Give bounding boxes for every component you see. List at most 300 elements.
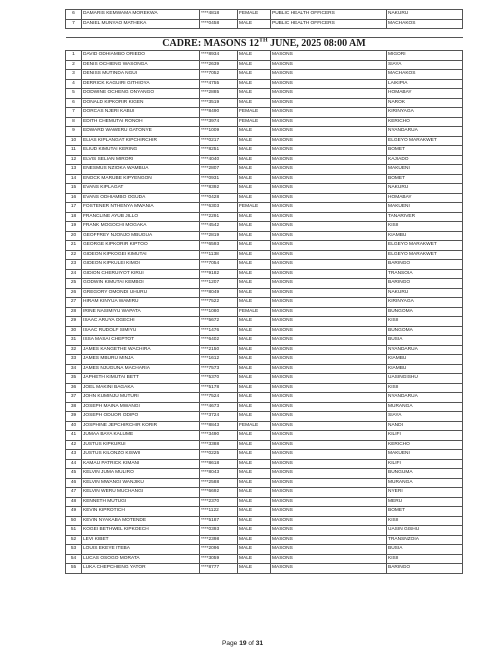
table-row [66, 298, 463, 308]
candidate-name: GEOFFREY NJONJO MBUGUA [82, 231, 200, 241]
gender: MALE [238, 345, 271, 355]
gender: MALE [238, 402, 271, 412]
cadre: MASONS [271, 393, 387, 403]
id-number: ****5178 [200, 383, 238, 393]
cadre: MASONS [271, 250, 387, 260]
table-row [66, 402, 463, 412]
gender: MALE [238, 440, 271, 450]
candidate-name: ISSA MASAI CHEPTOT [82, 336, 200, 346]
county: BUSIA [387, 336, 463, 346]
gender: MALE [238, 212, 271, 222]
cadre: MASONS [271, 184, 387, 194]
id-number: ****0217 [200, 136, 238, 146]
id-number: ****6692 [200, 488, 238, 498]
cadre: MASONS [271, 545, 387, 555]
county: KISII [387, 317, 463, 327]
table-row [66, 108, 463, 118]
table-row [66, 412, 463, 422]
cadre: MASONS [271, 70, 387, 80]
gender: MALE [238, 89, 271, 99]
gender: MALE [238, 184, 271, 194]
row-number: 16 [66, 193, 82, 203]
id-number: ****6402 [200, 336, 238, 346]
gender: FEMALE [238, 117, 271, 127]
row-number: 37 [66, 393, 82, 403]
cadre: MASONS [271, 469, 387, 479]
gender: MALE [238, 260, 271, 270]
candidate-name: JAMES KANGETHE WACHIRA [82, 345, 200, 355]
county: KIAMBU [387, 364, 463, 374]
county: BUNGOMA [387, 326, 463, 336]
gender: MALE [238, 355, 271, 365]
gender: MALE [238, 535, 271, 545]
gender: MALE [238, 497, 271, 507]
row-number: 1 [66, 51, 82, 61]
id-number: ****1138 [200, 250, 238, 260]
row-number: 44 [66, 459, 82, 469]
id-number: ****9182 [200, 269, 238, 279]
cadre: MASONS [271, 383, 387, 393]
masons-rows [66, 51, 463, 574]
county: MACHAKOS [387, 19, 463, 29]
gender: FEMALE [238, 10, 271, 20]
id-number: ****5672 [200, 317, 238, 327]
candidate-name: LEVI KIBET [82, 535, 200, 545]
gender: MALE [238, 554, 271, 564]
cadre: MASONS [271, 193, 387, 203]
table-row [66, 288, 463, 298]
cadre: MASONS [271, 326, 387, 336]
candidate-name: JOSEPH ODUOR ODIPO [82, 412, 200, 422]
candidate-name: KELVIN JUMA MULIRO [82, 469, 200, 479]
cadre: MASONS [271, 79, 387, 89]
county: KERICHO [387, 440, 463, 450]
candidate-name: ELVIS SELIAN MIRORI [82, 155, 200, 165]
table-row [66, 421, 463, 431]
candidate-name: FRANCLINE AYUB JILLO [82, 212, 200, 222]
gender: MALE [238, 317, 271, 327]
county: MAKUENI [387, 450, 463, 460]
candidate-name: GREGORY OMONDI UHURU [82, 288, 200, 298]
row-number: 7 [66, 19, 82, 29]
table-row [66, 165, 463, 175]
row-number: 9 [66, 127, 82, 137]
county: ELGEYO MARAKWET [387, 136, 463, 146]
row-number: 27 [66, 298, 82, 308]
gender: MALE [238, 98, 271, 108]
row-number: 17 [66, 203, 82, 213]
candidate-name: JOEL MAKINI BAGAKA [82, 383, 200, 393]
gender: MALE [238, 288, 271, 298]
gender: MALE [238, 459, 271, 469]
page-footer: Page 19 of 31 [221, 640, 264, 647]
table-row [66, 117, 463, 127]
id-number: ****1476 [200, 326, 238, 336]
table-row [66, 516, 463, 526]
candidate-name: GODWIN KIMUTAI KEMBOI [82, 279, 200, 289]
row-number: 4 [66, 79, 82, 89]
county: MURANGA [387, 402, 463, 412]
county: KISII [387, 222, 463, 232]
gender: MALE [238, 374, 271, 384]
gender: MALE [238, 222, 271, 232]
cadre: MASONS [271, 317, 387, 327]
row-number: 24 [66, 269, 82, 279]
candidate-name: DERRICK KAGUIRI GITHIOYA [82, 79, 200, 89]
table-row [66, 355, 463, 365]
county: NYANDARUA [387, 345, 463, 355]
row-number: 6 [66, 10, 82, 20]
county: KIRINYAGA [387, 108, 463, 118]
cadre: MASONS [271, 450, 387, 460]
county: KISII [387, 383, 463, 393]
cadre: MASONS [271, 459, 387, 469]
county: SIAYA [387, 412, 463, 422]
gender: MALE [238, 469, 271, 479]
candidate-name: ENOCK MARUBE KIPYENGON [82, 174, 200, 184]
gender: MALE [238, 165, 271, 175]
gender: MALE [238, 136, 271, 146]
id-number: ****7054 [200, 260, 238, 270]
county: MURANGA [387, 478, 463, 488]
table-row [66, 364, 463, 374]
id-number: ****0428 [200, 193, 238, 203]
table-row [66, 203, 463, 213]
county: KIRINYAGA [387, 298, 463, 308]
table-row [66, 155, 463, 165]
county: NAKURU [387, 10, 463, 20]
candidate-name: DANIEL MUNYAO MATHEKA [82, 19, 200, 29]
id-number: ****7573 [200, 364, 238, 374]
cadre: MASONS [271, 231, 387, 241]
row-number: 19 [66, 222, 82, 232]
id-number: ****2291 [200, 212, 238, 222]
candidate-name: GIDEON KIPKULEI KIMOI [82, 260, 200, 270]
id-number: ****7524 [200, 393, 238, 403]
gender: MALE [238, 364, 271, 374]
cadre: MASONS [271, 516, 387, 526]
cadre: MASONS [271, 260, 387, 270]
county: NAKURU [387, 184, 463, 194]
table-row [66, 146, 463, 156]
table-row [66, 317, 463, 327]
cadre: MASONS [271, 146, 387, 156]
row-number: 30 [66, 326, 82, 336]
table-row [66, 241, 463, 251]
cadre: MASONS [271, 165, 387, 175]
county: BUNGOMA [387, 307, 463, 317]
cadre: MASONS [271, 298, 387, 308]
county: ELGEYO MARAKWET [387, 250, 463, 260]
table-row [66, 174, 463, 184]
gender: MALE [238, 70, 271, 80]
table-row [66, 231, 463, 241]
row-number: 7 [66, 108, 82, 118]
table-row [66, 260, 463, 270]
candidate-name: EDWARD WAWERU GATONYE [82, 127, 200, 137]
candidate-name: DAVID ODHIAMBO ORIEDO [82, 51, 200, 61]
table-row [66, 212, 463, 222]
candidate-name: ELIAS KIPLANGAT KIPCHIRCHIR [82, 136, 200, 146]
table-row [66, 526, 463, 536]
cadre: MASONS [271, 440, 387, 450]
id-number: ****8777 [200, 564, 238, 574]
cadre: MASONS [271, 203, 387, 213]
gender: MALE [238, 51, 271, 61]
id-number: ****0225 [200, 450, 238, 460]
cadre: MASONS [271, 60, 387, 70]
id-number: ****7522 [200, 298, 238, 308]
table-row [66, 98, 463, 108]
row-number: 40 [66, 421, 82, 431]
row-number: 29 [66, 317, 82, 327]
candidate-name: LUKA CHEPCHIENG YATOR [82, 564, 200, 574]
candidate-name: DODWINE OCHENG ONYANGO [82, 89, 200, 99]
cadre: MASONS [271, 355, 387, 365]
row-number: 43 [66, 450, 82, 460]
gender: MALE [238, 336, 271, 346]
gender: MALE [238, 431, 271, 441]
id-number: ****0458 [200, 19, 238, 29]
table-row [66, 19, 463, 29]
candidate-name: JAMES NJUGUNA MACHARIA [82, 364, 200, 374]
id-number: ****2885 [200, 89, 238, 99]
gender: MALE [238, 488, 271, 498]
gender: MALE [238, 393, 271, 403]
cadre: MASONS [271, 535, 387, 545]
gender: MALE [238, 279, 271, 289]
table-row [66, 374, 463, 384]
candidate-name: ISAAC RUDOLF SIMIYU [82, 326, 200, 336]
county: TRANSOIA [387, 269, 463, 279]
table-row [66, 383, 463, 393]
section-title: CADRE: MASONS 12TH JUNE, 2025 08:00 AM [66, 38, 463, 51]
gender: MALE [238, 298, 271, 308]
county: KERICHO [387, 117, 463, 127]
county: KILIFI [387, 459, 463, 469]
section-header [66, 38, 463, 51]
row-number: 33 [66, 355, 82, 365]
table-row [66, 431, 463, 441]
cadre: MASONS [271, 526, 387, 536]
candidate-name: EVANS ODHIAMBO OGUDA [82, 193, 200, 203]
candidate-name: DENIS OCHIENG WASONGA [82, 60, 200, 70]
id-number: ****2639 [200, 60, 238, 70]
gender: MALE [238, 19, 271, 29]
cadre: MASONS [271, 336, 387, 346]
gender: MALE [238, 412, 271, 422]
county: KIAMBU [387, 355, 463, 365]
candidate-name: KENNETH MUTUGI [82, 497, 200, 507]
row-number: 35 [66, 374, 82, 384]
cadre: MASONS [271, 402, 387, 412]
table-row [66, 184, 463, 194]
row-number: 41 [66, 431, 82, 441]
gender: MALE [238, 193, 271, 203]
row-number: 38 [66, 402, 82, 412]
table-row [66, 193, 463, 203]
candidate-name: KOGEI BETHWEL KIPKOECH [82, 526, 200, 536]
county: NYANDARUA [387, 127, 463, 137]
id-number: ****1207 [200, 279, 238, 289]
cadre: MASONS [271, 127, 387, 137]
row-number: 5 [66, 89, 82, 99]
gender: MALE [238, 545, 271, 555]
table-row [66, 10, 463, 20]
candidate-name: EDITH CHEMUTAI RONOH [82, 117, 200, 127]
row-number: 49 [66, 507, 82, 517]
gender: MALE [238, 478, 271, 488]
county: LAIKIPIA [387, 79, 463, 89]
table-row [66, 393, 463, 403]
candidate-name: KAMAU PATRICK KIMANI [82, 459, 200, 469]
id-number: ****6593 [200, 241, 238, 251]
id-number: ****2819 [200, 231, 238, 241]
table-row [66, 488, 463, 498]
row-number: 15 [66, 184, 82, 194]
row-number: 53 [66, 545, 82, 555]
row-number: 32 [66, 345, 82, 355]
gender: MALE [238, 450, 271, 460]
row-number: 36 [66, 383, 82, 393]
candidate-name: ENESMUS NZIOKA WAMBUA [82, 165, 200, 175]
county: ELGEYO MARAKWET [387, 241, 463, 251]
table-row [66, 127, 463, 137]
county: BARINGO [387, 279, 463, 289]
gender: MALE [238, 79, 271, 89]
row-number: 25 [66, 279, 82, 289]
county: KISII [387, 516, 463, 526]
gender: MALE [238, 60, 271, 70]
candidate-name: EVANS KIPLAGAT [82, 184, 200, 194]
id-number: ****2096 [200, 545, 238, 555]
id-number: ****6303 [200, 203, 238, 213]
row-number: 12 [66, 155, 82, 165]
table-row [66, 554, 463, 564]
cadre: MASONS [271, 222, 387, 232]
table-row [66, 222, 463, 232]
table-row [66, 60, 463, 70]
id-number: ****4040 [200, 155, 238, 165]
id-number: ****8392 [200, 184, 238, 194]
cadre: MASONS [271, 488, 387, 498]
candidate-name: IRINE NASIMIYU WAPATA [82, 307, 200, 317]
county: NYERI [387, 488, 463, 498]
row-number: 48 [66, 497, 82, 507]
id-number: ****7052 [200, 70, 238, 80]
cadre: MASONS [271, 554, 387, 564]
row-number: 54 [66, 554, 82, 564]
row-number: 21 [66, 241, 82, 251]
table-row [66, 459, 463, 469]
county: BUNGUMA [387, 469, 463, 479]
table-row [66, 450, 463, 460]
table-row [66, 250, 463, 260]
county: KIAMBU [387, 231, 463, 241]
id-number: ****1080 [200, 307, 238, 317]
cadre: MASONS [271, 478, 387, 488]
table-row [66, 307, 463, 317]
candidate-name: GIDION CHERUIYOT KIRUI [82, 269, 200, 279]
county: MAKUENI [387, 165, 463, 175]
table-row [66, 564, 463, 574]
county: KAJIADO [387, 155, 463, 165]
row-number: 3 [66, 70, 82, 80]
cadre: MASONS [271, 431, 387, 441]
table-row [66, 70, 463, 80]
id-number: ****8490 [200, 108, 238, 118]
candidate-table [65, 9, 463, 574]
id-number: ****5370 [200, 374, 238, 384]
id-number: ****2807 [200, 165, 238, 175]
id-number: ****2150 [200, 345, 238, 355]
row-number: 8 [66, 117, 82, 127]
cadre: MASONS [271, 136, 387, 146]
id-number: ****8043 [200, 469, 238, 479]
id-number: ****4542 [200, 222, 238, 232]
county: BUSIA [387, 545, 463, 555]
cadre: MASONS [271, 364, 387, 374]
county: HOMABAY [387, 89, 463, 99]
candidate-name: DORCAS NJERI KABUI [82, 108, 200, 118]
candidate-name: DONALD KIPKORIR KIGEN [82, 98, 200, 108]
table-row [66, 497, 463, 507]
gender: MALE [238, 269, 271, 279]
candidate-name: LUCAS OSOGO MORATA [82, 554, 200, 564]
county: NANDI [387, 421, 463, 431]
cadre: PUBLIC HEALTH OFFICERS [271, 10, 387, 20]
cadre: MASONS [271, 412, 387, 422]
candidate-name: KELVIN MWANGI WANJIKU [82, 478, 200, 488]
county: BOMET [387, 146, 463, 156]
county: UASIN GISHU [387, 526, 463, 536]
county: MACHAKOS [387, 70, 463, 80]
row-number: 6 [66, 98, 82, 108]
gender: MALE [238, 516, 271, 526]
candidate-name: JOSPHINE JEPCHIRCHIR KORIR [82, 421, 200, 431]
row-number: 47 [66, 488, 82, 498]
row-number: 45 [66, 469, 82, 479]
gender: MALE [238, 526, 271, 536]
cadre: MASONS [271, 507, 387, 517]
id-number: ****4818 [200, 10, 238, 20]
row-number: 28 [66, 307, 82, 317]
cadre: MASONS [271, 564, 387, 574]
gender: MALE [238, 507, 271, 517]
id-number: ****4755 [200, 79, 238, 89]
candidate-name: FRANK MOGOCHI MOGAKA [82, 222, 200, 232]
row-number: 26 [66, 288, 82, 298]
row-number: 20 [66, 231, 82, 241]
gender: FEMALE [238, 108, 271, 118]
cadre: MASONS [271, 497, 387, 507]
county: MAKUENI [387, 203, 463, 213]
id-number: ****3974 [200, 117, 238, 127]
candidate-name: JUMAA BAYA KALUME [82, 431, 200, 441]
county: KILIFI [387, 431, 463, 441]
id-number: ****3519 [200, 98, 238, 108]
county: NYANDARUA [387, 393, 463, 403]
county: KISII [387, 554, 463, 564]
county: BARINGO [387, 260, 463, 270]
id-number: ****8843 [200, 421, 238, 431]
candidate-name: JOSEPH MAINA MWANGI [82, 402, 200, 412]
gender: MALE [238, 155, 271, 165]
candidate-name: JUSTUS KILONZO KISWII [82, 450, 200, 460]
candidate-name: DENISS MUTINDA NGUI [82, 70, 200, 80]
county: UASINGISHU [387, 374, 463, 384]
row-number: 13 [66, 165, 82, 175]
